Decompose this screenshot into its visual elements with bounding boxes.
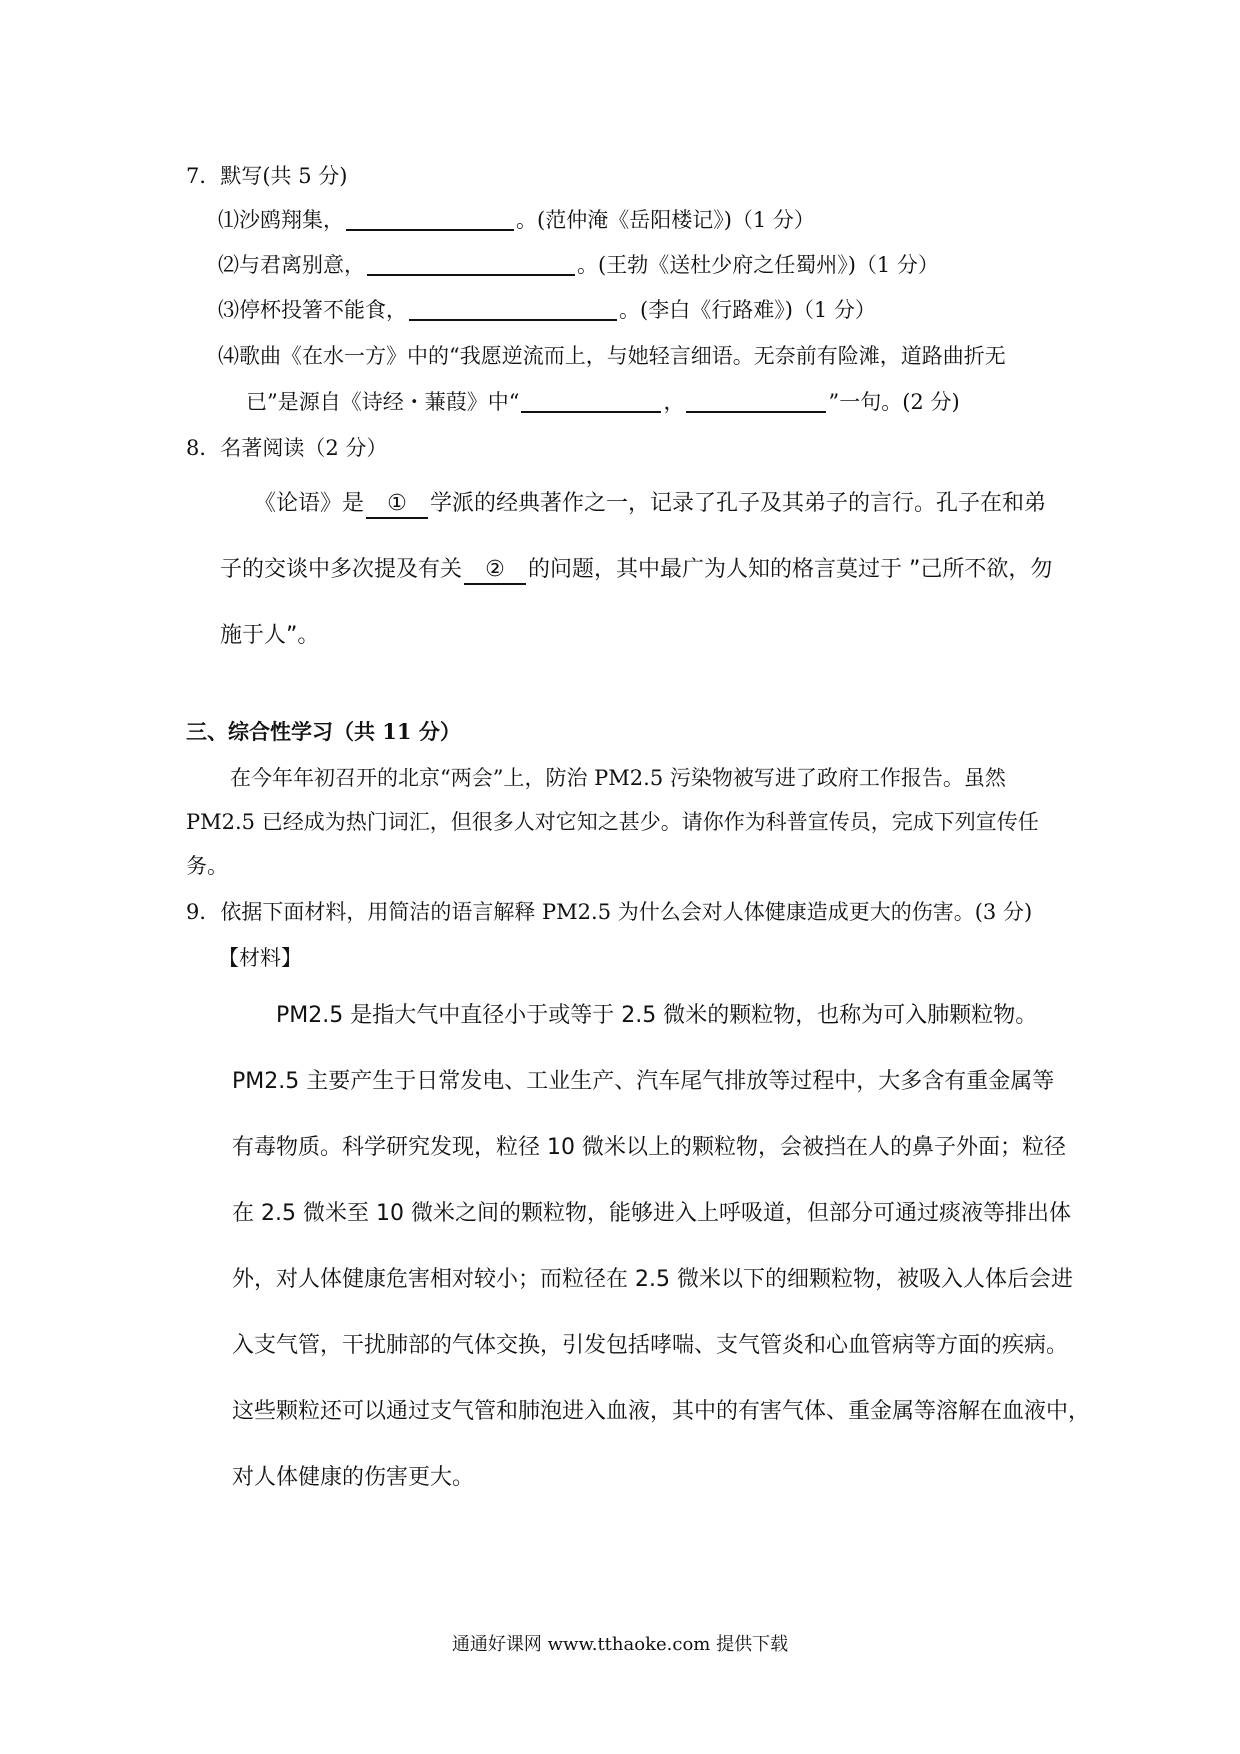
section-3-title: 三、综合性学习（共 11 分） (186, 719, 461, 744)
q7-item-3 (218, 296, 876, 324)
material-line-4: 在 2.5 微米至 10 微米之间的颗粒物，能够进入上呼吸道，但部分可通过痰液等排出体 (232, 1201, 1071, 1226)
q8-line-2 (220, 556, 1052, 585)
answer-blank-1[interactable] (346, 207, 514, 231)
material-line-6: 入支气管，干扰肺部的气体交换，引发包括哮喘、支气管炎和心血管病等方面的疾病。 (232, 1333, 1069, 1358)
q7-item-2 (218, 251, 939, 279)
material-line-8: 对人体健康的伤害更大。 (232, 1465, 475, 1490)
section-3-intro-3: 务。 (186, 854, 228, 878)
section-3-intro-2: PM2.5 已经成为热门词汇，但很多人对它知之甚少。请你作为科普宣传员，完成下列宣传任 (186, 810, 1039, 834)
q8-line-3: 施于人”。 (220, 623, 320, 648)
material-label: 【材料】 (218, 946, 302, 970)
answer-blank-circle-2[interactable]: ② (464, 557, 526, 585)
q7-item-2-after: 。(王勃《送杜少府之任蜀州》)（1 分） (577, 253, 939, 277)
q7-item-3-after: 。(李白《行路难》)（1 分） (619, 298, 876, 322)
section-3-intro-1: 在今年年初召开的北京“两会”上，防治 PM2.5 污染物被写进了政府工作报告。虽然 (230, 766, 1006, 790)
q7-item-1-before: ⑴沙鸥翔集， (218, 208, 344, 232)
q8-title: 8．名著阅读（2 分） (186, 436, 388, 460)
answer-blank-circle-1[interactable]: ① (366, 491, 428, 519)
q8-line-1-after: 学派的经典著作之一，记录了孔子及其弟子的言行。孔子在和弟 (430, 491, 1047, 516)
q9-title: 9．依据下面材料，用简洁的语言解释 PM2.5 为什么会对人体健康造成更大的伤害。(3 分) (186, 900, 1033, 924)
q7-item-1-after: 。(范仲淹《岳阳楼记》)（1 分） (516, 208, 815, 232)
q7-item-4-mid: ， (663, 390, 685, 414)
q7-item-1 (218, 206, 815, 234)
material-line-3: 有毒物质。科学研究发现，粒径 10 微米以上的颗粒物，会被挡在人的鼻子外面；粒径 (232, 1135, 1066, 1160)
q7-item-4-line-1: ⑷歌曲《在水一方》中的“我愿逆流而上，与她轻言细语。无奈前有险滩，道路曲折无 (218, 344, 1006, 368)
footer-credit: 通通好课网 www.tthaoke.com 提供下载 (451, 1634, 789, 1655)
answer-blank-4b[interactable] (686, 389, 826, 413)
q8-line-2-before: 子的交谈中多次提及有关 (220, 557, 463, 582)
q7-title: 7．默写(共 5 分) (186, 164, 348, 188)
material-line-7: 这些颗粒还可以通过支气管和肺泡进入血液，其中的有害气体、重金属等溶解在血液中， (232, 1399, 1091, 1424)
q7-item-4-after: ”一句。(2 分) (828, 390, 960, 414)
q7-item-3-before: ⑶停杯投箸不能食， (218, 298, 407, 322)
q7-item-4-line-2 (246, 388, 960, 416)
answer-blank-4a[interactable] (521, 389, 661, 413)
material-line-1: PM2.5 是指大气中直径小于或等于 2.5 微米的颗粒物，也称为可入肺颗粒物。 (276, 1003, 1038, 1028)
answer-blank-3[interactable] (409, 297, 617, 321)
q7-item-4-before: 已”是源自《诗经・蒹葭》中“ (246, 390, 520, 414)
q7-item-2-before: ⑵与君离别意， (218, 253, 365, 277)
material-line-2: PM2.5 主要产生于日常发电、工业生产、汽车尾气排放等过程中，大多含有重金属等 (232, 1069, 1055, 1094)
material-line-5: 外，对人体健康危害相对较小；而粒径在 2.5 微米以下的细颗粒物，被吸入人体后会进 (232, 1267, 1073, 1292)
q8-line-1 (254, 490, 1046, 519)
answer-blank-2[interactable] (367, 252, 575, 276)
q8-line-2-after: 的问题，其中最广为人知的格言莫过于 ”己所不欲，勿 (528, 557, 1053, 582)
q8-line-1-before: 《论语》是 (254, 491, 365, 516)
